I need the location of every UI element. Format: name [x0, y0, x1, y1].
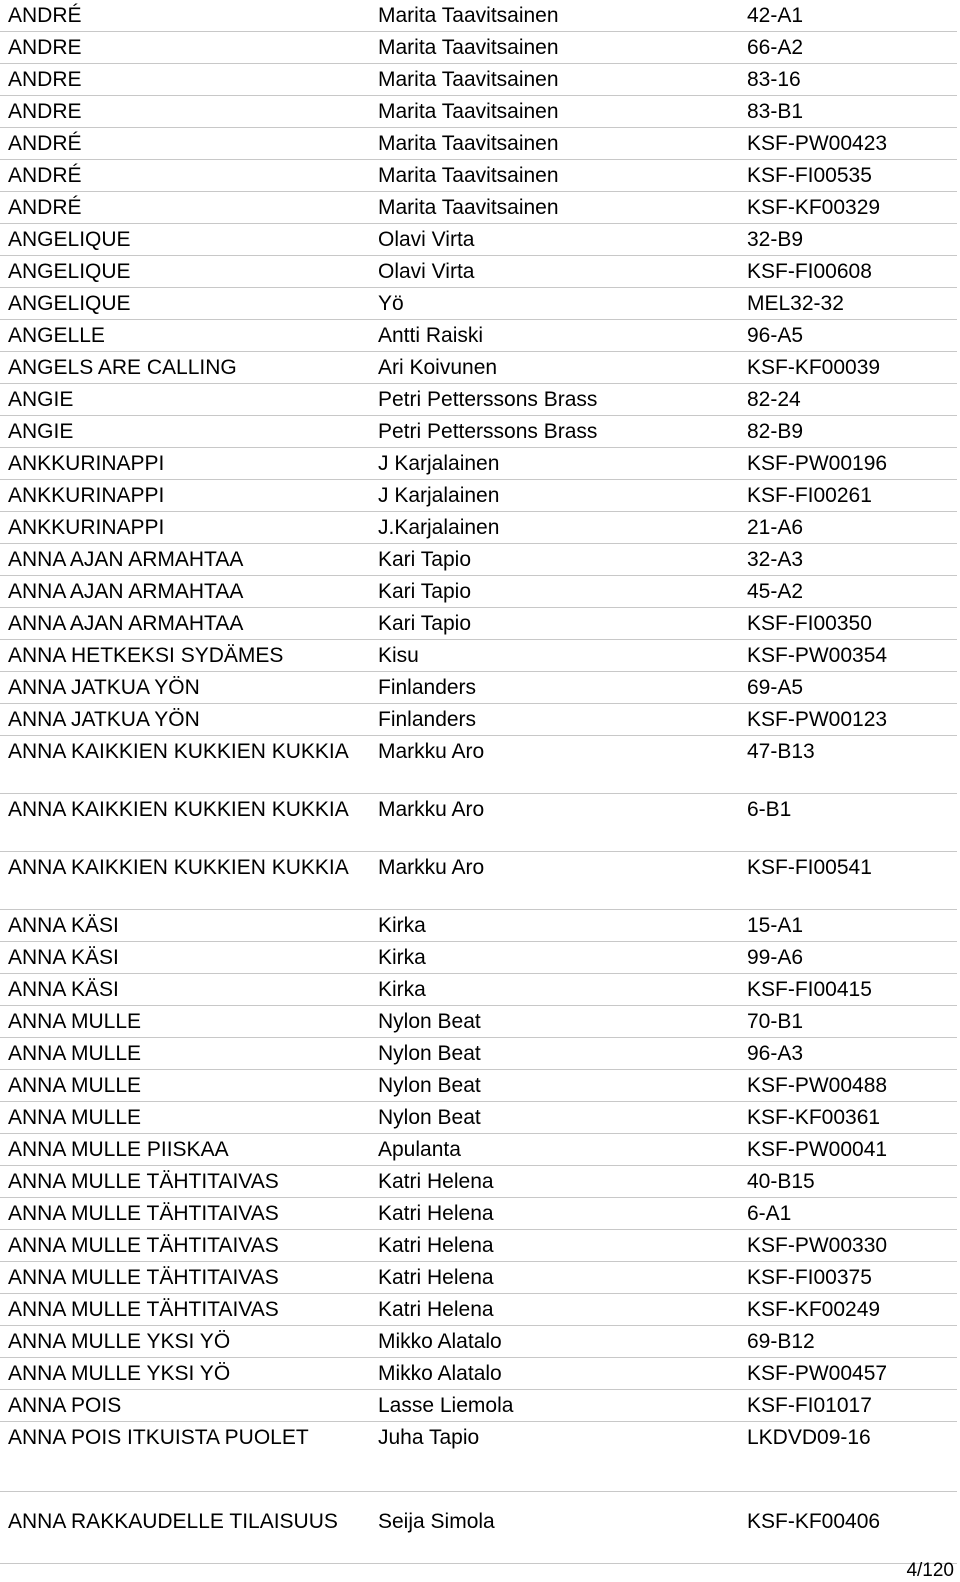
- artist-cell: Finlanders: [370, 672, 739, 704]
- artist-cell: Marita Taavitsainen: [370, 32, 739, 64]
- artist-cell: Katri Helena: [370, 1166, 739, 1198]
- catalog-code-cell: KSF-PW00457: [739, 1358, 957, 1390]
- page-number: 4/120: [906, 1560, 954, 1581]
- table-row: [0, 1070, 957, 1102]
- catalog-code-cell: 42-A1: [739, 0, 957, 32]
- table-row: [0, 1198, 957, 1230]
- artist-cell: Nylon Beat: [370, 1070, 739, 1102]
- song-title-cell: ANGIE: [0, 416, 370, 448]
- catalog-code-cell: KSF-PW00123: [739, 704, 957, 736]
- song-title-cell: ANDRÉ: [0, 128, 370, 160]
- song-title-cell: ANGIE: [0, 384, 370, 416]
- catalog-code-cell: 96-A3: [739, 1038, 957, 1070]
- table-row: [0, 32, 957, 64]
- catalog-code-cell: 6-B1: [739, 794, 957, 852]
- artist-cell: Katri Helena: [370, 1230, 739, 1262]
- artist-cell: Antti Raiski: [370, 320, 739, 352]
- song-title-cell: ANNA KÄSI: [0, 910, 370, 942]
- catalog-code-cell: 69-A5: [739, 672, 957, 704]
- song-title-cell: ANDRÉ: [0, 160, 370, 192]
- artist-cell: Kisu: [370, 640, 739, 672]
- table-row: [0, 608, 957, 640]
- song-title-cell: ANNA KAIKKIEN KUKKIEN KUKKIA: [0, 736, 370, 794]
- artist-cell: Markku Aro: [370, 794, 739, 852]
- table-row: [0, 672, 957, 704]
- table-row: [0, 640, 957, 672]
- song-title-cell: ANGELIQUE: [0, 224, 370, 256]
- song-title-cell: ANNA KAIKKIEN KUKKIEN KUKKIA: [0, 852, 370, 910]
- table-row: [0, 974, 957, 1006]
- catalog-code-cell: 32-A3: [739, 544, 957, 576]
- catalog-code-cell: 82-24: [739, 384, 957, 416]
- song-title-cell: ANNA MULLE TÄHTITAIVAS: [0, 1294, 370, 1326]
- artist-cell: Petri Petterssons Brass: [370, 384, 739, 416]
- table-row: [0, 910, 957, 942]
- table-row: [0, 384, 957, 416]
- table-row: [0, 1134, 957, 1166]
- song-title-cell: ANNA KAIKKIEN KUKKIEN KUKKIA: [0, 794, 370, 852]
- table-row: [0, 160, 957, 192]
- song-title-cell: ANDRE: [0, 96, 370, 128]
- table-row: [0, 96, 957, 128]
- catalog-code-cell: 15-A1: [739, 910, 957, 942]
- table-row: [0, 320, 957, 352]
- artist-cell: Petri Petterssons Brass: [370, 416, 739, 448]
- song-title-cell: ANNA MULLE: [0, 1038, 370, 1070]
- table-row: [0, 544, 957, 576]
- catalog-code-cell: KSF-KF00249: [739, 1294, 957, 1326]
- song-title-cell: ANNA KÄSI: [0, 974, 370, 1006]
- catalog-code-cell: KSF-FI00535: [739, 160, 957, 192]
- table-row: [0, 1262, 957, 1294]
- artist-cell: Marita Taavitsainen: [370, 64, 739, 96]
- catalog-code-cell: KSF-PW00196: [739, 448, 957, 480]
- song-title-cell: ANNA JATKUA YÖN: [0, 672, 370, 704]
- artist-cell: Nylon Beat: [370, 1006, 739, 1038]
- table-row: [0, 352, 957, 384]
- song-title-cell: ANKKURINAPPI: [0, 448, 370, 480]
- artist-cell: Mikko Alatalo: [370, 1358, 739, 1390]
- artist-cell: Kirka: [370, 942, 739, 974]
- table-row: [0, 1492, 957, 1564]
- song-title-cell: ANNA MULLE TÄHTITAIVAS: [0, 1262, 370, 1294]
- table-row: [0, 736, 957, 794]
- catalog-code-cell: KSF-FI00350: [739, 608, 957, 640]
- artist-cell: J.Karjalainen: [370, 512, 739, 544]
- catalog-code-cell: KSF-KF00406: [739, 1492, 957, 1564]
- catalog-code-cell: 66-A2: [739, 32, 957, 64]
- song-title-cell: ANGELLE: [0, 320, 370, 352]
- catalog-code-cell: KSF-PW00423: [739, 128, 957, 160]
- song-title-cell: ANDRÉ: [0, 0, 370, 32]
- table-row: [0, 512, 957, 544]
- song-title-cell: ANNA MULLE PIISKAA: [0, 1134, 370, 1166]
- table-row: [0, 416, 957, 448]
- table-row: [0, 1390, 957, 1422]
- catalog-code-cell: KSF-FI01017: [739, 1390, 957, 1422]
- table-row: [0, 1230, 957, 1262]
- catalog-code-cell: 47-B13: [739, 736, 957, 794]
- table-row: [0, 64, 957, 96]
- table-row: [0, 192, 957, 224]
- catalog-code-cell: KSF-FI00415: [739, 974, 957, 1006]
- song-title-cell: ANNA AJAN ARMAHTAA: [0, 544, 370, 576]
- catalog-code-cell: KSF-KF00329: [739, 192, 957, 224]
- song-title-cell: ANKKURINAPPI: [0, 480, 370, 512]
- catalog-code-cell: 70-B1: [739, 1006, 957, 1038]
- artist-cell: Marita Taavitsainen: [370, 0, 739, 32]
- table-row: [0, 1166, 957, 1198]
- table-row: [0, 1006, 957, 1038]
- catalog-code-cell: 32-B9: [739, 224, 957, 256]
- song-title-cell: ANNA MULLE YKSI YÖ: [0, 1326, 370, 1358]
- table-row: [0, 1038, 957, 1070]
- catalog-code-cell: 40-B15: [739, 1166, 957, 1198]
- artist-cell: Mikko Alatalo: [370, 1326, 739, 1358]
- table-row: [0, 448, 957, 480]
- artist-cell: Lasse Liemola: [370, 1390, 739, 1422]
- artist-cell: Yö: [370, 288, 739, 320]
- table-row: [0, 256, 957, 288]
- table-row: [0, 1358, 957, 1390]
- catalog-code-cell: KSF-FI00261: [739, 480, 957, 512]
- artist-cell: Seija Simola: [370, 1492, 739, 1564]
- song-title-cell: ANDRÉ: [0, 192, 370, 224]
- catalog-code-cell: KSF-KF00361: [739, 1102, 957, 1134]
- artist-cell: Marita Taavitsainen: [370, 96, 739, 128]
- artist-cell: Kirka: [370, 974, 739, 1006]
- catalog-code-cell: 96-A5: [739, 320, 957, 352]
- artist-cell: Olavi Virta: [370, 256, 739, 288]
- table-row: [0, 480, 957, 512]
- artist-cell: Ari Koivunen: [370, 352, 739, 384]
- catalog-code-cell: 21-A6: [739, 512, 957, 544]
- song-title-cell: ANNA AJAN ARMAHTAA: [0, 576, 370, 608]
- artist-cell: Juha Tapio: [370, 1422, 739, 1492]
- table-row: [0, 576, 957, 608]
- song-title-cell: ANKKURINAPPI: [0, 512, 370, 544]
- artist-cell: J Karjalainen: [370, 480, 739, 512]
- catalog-code-cell: 45-A2: [739, 576, 957, 608]
- song-title-cell: ANDRE: [0, 32, 370, 64]
- artist-cell: Markku Aro: [370, 736, 739, 794]
- artist-cell: Olavi Virta: [370, 224, 739, 256]
- artist-cell: Apulanta: [370, 1134, 739, 1166]
- artist-cell: Marita Taavitsainen: [370, 192, 739, 224]
- catalog-code-cell: KSF-PW00330: [739, 1230, 957, 1262]
- table-row: [0, 1422, 957, 1492]
- artist-cell: Kari Tapio: [370, 544, 739, 576]
- song-title-cell: ANNA MULLE YKSI YÖ: [0, 1358, 370, 1390]
- artist-cell: Marita Taavitsainen: [370, 160, 739, 192]
- catalog-code-cell: 83-B1: [739, 96, 957, 128]
- song-title-cell: ANDRE: [0, 64, 370, 96]
- table-row: [0, 852, 957, 910]
- song-title-cell: ANNA AJAN ARMAHTAA: [0, 608, 370, 640]
- table-row: [0, 0, 957, 32]
- table-row: [0, 1326, 957, 1358]
- artist-cell: Kari Tapio: [370, 576, 739, 608]
- song-title-cell: ANNA MULLE: [0, 1006, 370, 1038]
- song-title-cell: ANGELS ARE CALLING: [0, 352, 370, 384]
- catalog-code-cell: KSF-KF00039: [739, 352, 957, 384]
- catalog-code-cell: KSF-PW00354: [739, 640, 957, 672]
- song-title-cell: ANNA MULLE TÄHTITAIVAS: [0, 1198, 370, 1230]
- catalog-code-cell: LKDVD09-16: [739, 1422, 957, 1492]
- catalog-code-cell: 82-B9: [739, 416, 957, 448]
- song-title-cell: ANGELIQUE: [0, 256, 370, 288]
- song-title-cell: ANNA POIS ITKUISTA PUOLET: [0, 1422, 370, 1492]
- song-title-cell: ANGELIQUE: [0, 288, 370, 320]
- artist-cell: Katri Helena: [370, 1198, 739, 1230]
- song-title-cell: ANNA JATKUA YÖN: [0, 704, 370, 736]
- catalog-code-cell: 69-B12: [739, 1326, 957, 1358]
- artist-cell: Markku Aro: [370, 852, 739, 910]
- catalog-code-cell: KSF-FI00375: [739, 1262, 957, 1294]
- song-title-cell: ANNA HETKEKSI SYDÄMES: [0, 640, 370, 672]
- artist-cell: Katri Helena: [370, 1294, 739, 1326]
- catalog-code-cell: KSF-PW00488: [739, 1070, 957, 1102]
- catalog-code-cell: KSF-PW00041: [739, 1134, 957, 1166]
- song-title-cell: ANNA MULLE: [0, 1102, 370, 1134]
- table-row: [0, 704, 957, 736]
- song-title-cell: ANNA MULLE TÄHTITAIVAS: [0, 1230, 370, 1262]
- table-row: [0, 224, 957, 256]
- table-row: [0, 794, 957, 852]
- artist-cell: Katri Helena: [370, 1262, 739, 1294]
- catalog-code-cell: 6-A1: [739, 1198, 957, 1230]
- artist-cell: Kirka: [370, 910, 739, 942]
- song-title-cell: ANNA KÄSI: [0, 942, 370, 974]
- catalog-code-cell: 99-A6: [739, 942, 957, 974]
- table-row: [0, 128, 957, 160]
- song-title-cell: ANNA MULLE: [0, 1070, 370, 1102]
- table-row: [0, 942, 957, 974]
- artist-cell: Marita Taavitsainen: [370, 128, 739, 160]
- artist-cell: Nylon Beat: [370, 1102, 739, 1134]
- catalog-code-cell: KSF-FI00541: [739, 852, 957, 910]
- artist-cell: Kari Tapio: [370, 608, 739, 640]
- song-title-cell: ANNA POIS: [0, 1390, 370, 1422]
- song-title-cell: ANNA MULLE TÄHTITAIVAS: [0, 1166, 370, 1198]
- artist-cell: Finlanders: [370, 704, 739, 736]
- table-row: [0, 1294, 957, 1326]
- artist-cell: J Karjalainen: [370, 448, 739, 480]
- artist-cell: Nylon Beat: [370, 1038, 739, 1070]
- table-row: [0, 288, 957, 320]
- catalog-code-cell: MEL32-32: [739, 288, 957, 320]
- catalog-code-cell: KSF-FI00608: [739, 256, 957, 288]
- table-row: [0, 1102, 957, 1134]
- song-title-cell: ANNA RAKKAUDELLE TILAISUUS: [0, 1492, 370, 1564]
- catalog-code-cell: 83-16: [739, 64, 957, 96]
